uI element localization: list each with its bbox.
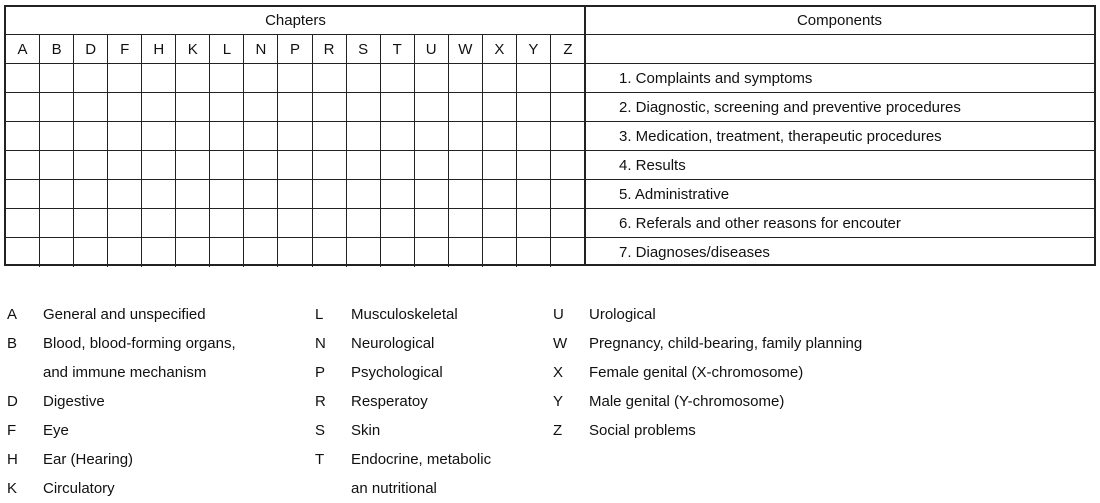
chapter-cell [6,238,40,267]
legend-description: Female genital (X-chromosome) [589,364,804,381]
chapter-letter-F: F [108,35,142,64]
chapter-letter-H: H [142,35,176,64]
chapter-cell [142,180,176,209]
legend-description: an nutritional [351,480,437,497]
chapter-cell [176,238,210,267]
chapter-cell [244,93,278,122]
chapter-cell [142,238,176,267]
chapter-letter-B: B [40,35,74,64]
chapter-cell [313,238,347,267]
chapter-cell [551,151,585,180]
chapter-letter-P: P [278,35,312,64]
chapter-cell [278,151,312,180]
legend-description: Eye [43,422,69,439]
chapter-cell [40,151,74,180]
chapter-cell [74,122,108,151]
chapter-cell [381,64,415,93]
component-row [585,93,1094,122]
legend-code: H [7,451,18,468]
chapter-cell [6,151,40,180]
chapter-cell [6,209,40,238]
chapter-cell [517,122,551,151]
chapter-cell [74,180,108,209]
chapter-cell [40,238,74,267]
legend-description: Musculoskeletal [351,306,458,323]
legend-description: Ear (Hearing) [43,451,134,468]
chapter-cell [517,238,551,267]
chapter-cell [244,151,278,180]
chapter-cell [278,180,312,209]
legend-code: A [7,306,18,323]
chapter-cell [313,151,347,180]
chapter-cell [278,122,312,151]
legend-code: U [553,306,564,323]
legend-description: Social problems [589,422,696,439]
chapter-letter-U: U [415,35,449,64]
chapter-cell [449,238,483,267]
component-row [585,238,1094,267]
chapter-cell [108,180,142,209]
chapter-cell [6,64,40,93]
chapter-letter-R: R [313,35,347,64]
component-label: 2. Diagnostic, screening and preventive procedures [619,98,961,116]
chapter-cell [176,209,210,238]
chapter-cell [381,151,415,180]
chapter-cell [108,122,142,151]
chapter-cell [517,180,551,209]
chapter-cell [74,238,108,267]
chapter-cell [415,151,449,180]
chapter-cell [210,64,244,93]
chapter-cell [40,122,74,151]
chapter-cell [74,151,108,180]
legend-code: W [553,335,568,352]
chapter-cell [551,64,585,93]
chapter-cell [210,93,244,122]
chapter-cell [415,238,449,267]
chapter-cell [176,64,210,93]
chapter-cell [449,122,483,151]
chapter-cell [415,209,449,238]
chapter-cell [313,180,347,209]
legend-code: R [315,393,326,410]
chapter-cell [517,93,551,122]
legend-description: Blood, blood-forming organs, [43,335,236,352]
chapter-cell [176,93,210,122]
chapter-cell [244,64,278,93]
column-divider [584,7,586,264]
chapter-cell [483,64,517,93]
legend-code: T [315,451,325,468]
chapter-letter-K: K [176,35,210,64]
component-label: 1. Complaints and symptoms [619,69,813,87]
chapter-cell [108,64,142,93]
chapter-cell [176,180,210,209]
chapter-cell [347,122,381,151]
component-label: 3. Medication, treatment, therapeutic procedures [619,127,942,145]
chapter-cell [551,180,585,209]
legend-code: Y [553,393,564,410]
chapter-cell [142,122,176,151]
chapter-cell [142,93,176,122]
chapter-cell [449,209,483,238]
chapter-cell [74,209,108,238]
chapter-letter-Y: Y [517,35,551,64]
chapter-letter-L: L [210,35,244,64]
chapter-cell [108,238,142,267]
chapter-cell [517,151,551,180]
chapter-cell [483,151,517,180]
chapter-cell [278,93,312,122]
chapter-cell [347,209,381,238]
chapter-cell [449,93,483,122]
chapter-cell [381,93,415,122]
chapter-cell [278,238,312,267]
chapter-cell [244,122,278,151]
chapter-cell [40,93,74,122]
chapter-cell [6,93,40,122]
component-label: 5. Administrative [619,185,730,203]
chapter-cell [551,209,585,238]
chapter-cell [6,122,40,151]
chapter-cell [40,64,74,93]
chapter-cell [210,180,244,209]
legend-description: Psychological [351,364,443,381]
chapter-letter-A: A [6,35,40,64]
component-row [585,64,1094,93]
chapter-cell [381,180,415,209]
legend-description: Neurological [351,335,435,352]
chapter-cell [551,93,585,122]
chapter-cell [40,209,74,238]
chapter-cell [313,209,347,238]
chapter-cell [176,122,210,151]
chapter-cell [415,64,449,93]
legend-code: Z [553,422,563,439]
component-row [585,209,1094,238]
chapter-cell [313,64,347,93]
legend-description: Circulatory [43,480,115,497]
legend-description: Resperatoy [351,393,428,410]
chapter-cell [278,64,312,93]
chapter-letter-T: T [381,35,415,64]
legend-code: F [7,422,17,439]
chapter-cell [347,238,381,267]
chapter-cell [415,180,449,209]
chapter-cell [449,64,483,93]
chapter-cell [244,238,278,267]
component-label: 7. Diagnoses/diseases [619,244,770,261]
chapter-cell [313,93,347,122]
component-label: 6. Referals and other reasons for encouter [619,214,901,232]
chapter-cell [483,209,517,238]
chapter-cell [415,93,449,122]
chapter-cell [313,122,347,151]
chapter-cell [278,209,312,238]
component-row [585,180,1094,209]
chapter-cell [449,151,483,180]
legend-code: B [7,335,18,352]
legend-description: Skin [351,422,381,439]
chapter-cell [381,209,415,238]
chapter-cell [415,122,449,151]
chapter-cell [142,64,176,93]
chapter-cell [74,64,108,93]
chapter-cell [210,151,244,180]
component-row [585,122,1094,151]
chapter-cell [517,64,551,93]
chapters-header: Chapters [6,7,585,35]
chapter-letter-Z: Z [551,35,585,64]
chapters-components-table [4,5,1096,266]
chapter-cell [517,209,551,238]
legend-description: Endocrine, metabolic [351,451,492,468]
legend-code: P [315,364,326,381]
chapter-letter-D: D [74,35,108,64]
chapter-cell [347,64,381,93]
chapter-cell [108,209,142,238]
component-label: 4. Results [619,156,686,174]
chapter-cell [210,122,244,151]
legend-code: K [7,480,18,497]
chapter-cell [108,93,142,122]
chapter-cell [244,180,278,209]
legend-code: X [553,364,564,381]
legend-description: General and unspecified [43,306,206,323]
chapter-cell [210,238,244,267]
legend-code: S [315,422,326,439]
chapter-letter-X: X [483,35,517,64]
chapter-cell [74,93,108,122]
chapter-cell [347,151,381,180]
component-blank [585,35,1094,64]
chapter-cell [551,238,585,267]
chapter-cell [381,238,415,267]
chapter-letter-N: N [244,35,278,64]
legend-description: Urological [589,306,656,323]
chapter-cell [347,180,381,209]
components-header: Components [585,7,1094,35]
chapter-cell [551,122,585,151]
chapter-legend [0,300,1100,498]
chapter-cell [483,180,517,209]
chapter-cell [244,209,278,238]
chapter-cell [483,238,517,267]
component-row [585,151,1094,180]
legend-description: Digestive [43,393,105,410]
chapter-cell [142,209,176,238]
chapter-cell [176,151,210,180]
legend-description: Male genital (Y-chromosome) [589,393,785,410]
legend-description: and immune mechanism [43,364,207,381]
chapter-cell [142,151,176,180]
chapter-cell [483,122,517,151]
chapter-cell [40,180,74,209]
chapter-cell [6,180,40,209]
chapter-letter-W: W [449,35,483,64]
legend-code: N [315,335,326,352]
legend-code: D [7,393,18,410]
chapter-cell [449,180,483,209]
chapter-cell [347,93,381,122]
chapter-cell [483,93,517,122]
chapter-cell [381,122,415,151]
chapter-cell [108,151,142,180]
chapter-letter-S: S [347,35,381,64]
chapter-cell [210,209,244,238]
legend-code: L [315,306,324,323]
legend-description: Pregnancy, child-bearing, family planning [589,335,863,352]
